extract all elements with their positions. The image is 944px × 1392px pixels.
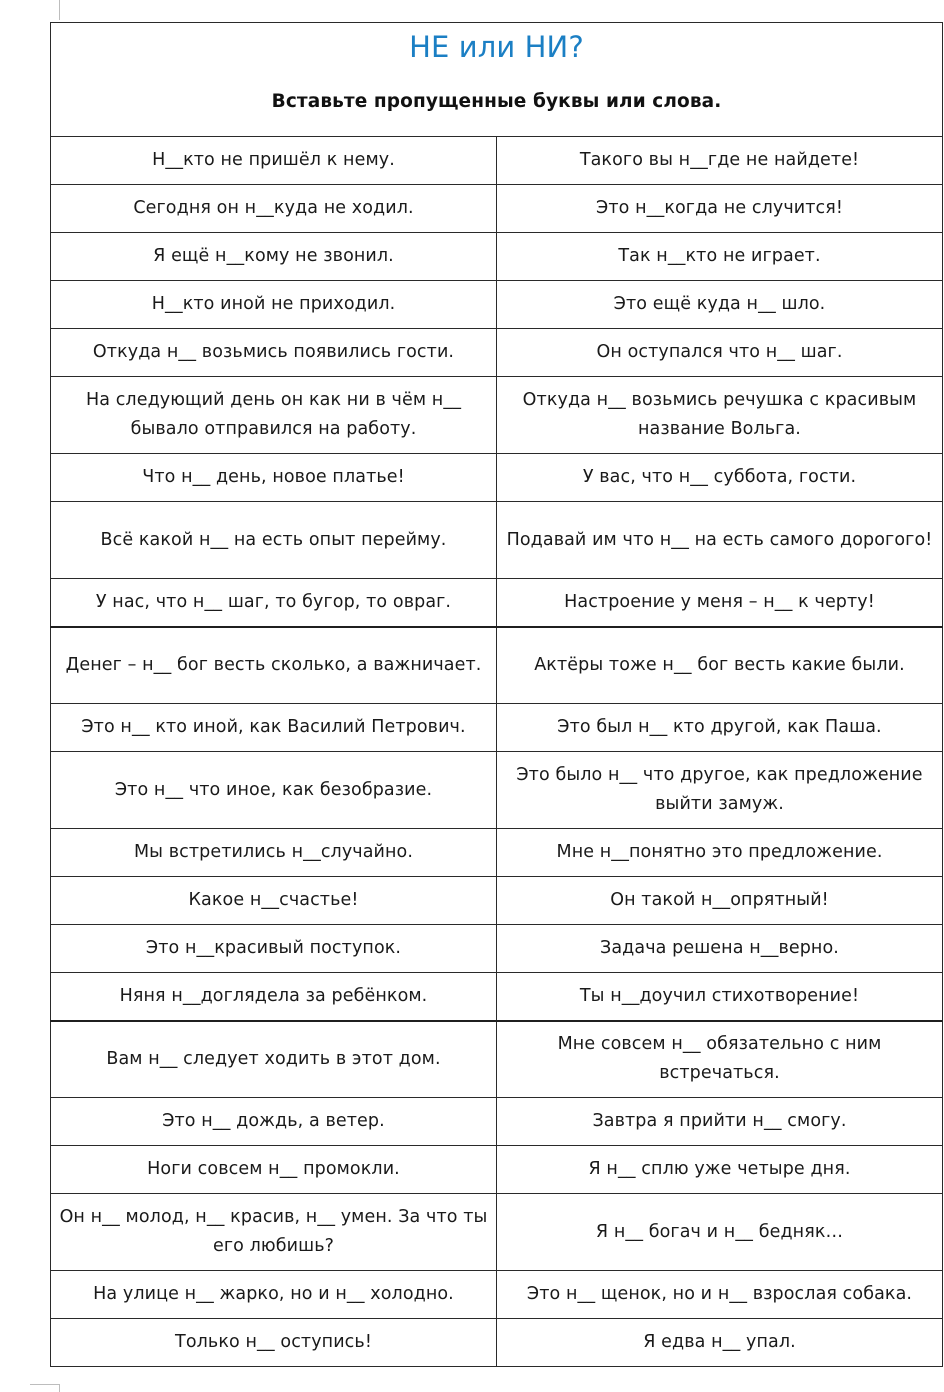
exercise-row — [51, 233, 943, 281]
exercise-cell-right: Это н__когда не случится! — [497, 185, 943, 233]
exercise-cell-left: Вам н__ следует ходить в этот дом. — [51, 1021, 497, 1098]
exercise-cell-right: Так н__кто не играет. — [497, 233, 943, 281]
exercise-cell-left: Н__кто иной не приходил. — [51, 281, 497, 329]
exercise-row — [51, 1271, 943, 1319]
exercise-cell-right: Я н__ богач и н__ бедняк… — [497, 1194, 943, 1271]
exercise-cell-right: Ты н__доучил стихотворение! — [497, 973, 943, 1021]
exercise-cell-right: Это н__ щенок, но и н__ взрослая собака. — [497, 1271, 943, 1319]
exercise-cell-left: Откуда н__ возьмись появились гости. — [51, 329, 497, 377]
worksheet-title: НЕ или НИ? — [409, 30, 584, 64]
exercise-row — [51, 1194, 943, 1271]
exercise-cell-left: Я ещё н__кому не звонил. — [51, 233, 497, 281]
exercise-cell-left: Н__кто не пришёл к нему. — [51, 137, 497, 185]
exercise-cell-left: Какое н__счастье! — [51, 877, 497, 925]
exercise-cell-left: Это н__красивый поступок. — [51, 925, 497, 973]
header-row — [51, 23, 943, 137]
exercise-row — [51, 502, 943, 579]
crop-mark-top — [59, 0, 60, 20]
header-cell — [51, 23, 943, 137]
exercise-cell-left: На следующий день он как ни в чём н__ бывало отправился на работу. — [51, 377, 497, 454]
exercise-cell-right: Он такой н__опрятный! — [497, 877, 943, 925]
exercise-cell-right: Мне н__понятно это предложение. — [497, 829, 943, 877]
exercise-row — [51, 704, 943, 752]
exercise-row — [51, 329, 943, 377]
crop-mark-bottom-left — [30, 1384, 60, 1385]
exercise-row — [51, 925, 943, 973]
exercise-cell-left: Это н__ дождь, а ветер. — [51, 1098, 497, 1146]
exercise-cell-left: Сегодня он н__куда не ходил. — [51, 185, 497, 233]
exercise-row — [51, 185, 943, 233]
exercise-row — [51, 752, 943, 829]
exercise-cell-left: Что н__ день, новое платье! — [51, 454, 497, 502]
exercise-cell-right: Завтра я прийти н__ смогу. — [497, 1098, 943, 1146]
exercise-cell-right: Я едва н__ упал. — [497, 1319, 943, 1367]
exercise-row — [51, 377, 943, 454]
exercise-cell-left: Это н__ что иное, как безобразие. — [51, 752, 497, 829]
exercise-cell-left: Няня н__доглядела за ребёнком. — [51, 973, 497, 1021]
worksheet-table — [50, 22, 943, 1367]
exercise-row — [51, 627, 943, 704]
exercise-cell-right: Мне совсем н__ обязательно с ним встречаться. — [497, 1021, 943, 1098]
exercise-cell-left: Денег – н__ бог весть сколько, а важничает. — [51, 627, 497, 704]
exercise-row — [51, 829, 943, 877]
worksheet-instructions: Вставьте пропущенные буквы или слова. — [271, 91, 722, 112]
exercise-row — [51, 1021, 943, 1098]
exercise-row — [51, 281, 943, 329]
exercise-cell-right: Я н__ сплю уже четыре дня. — [497, 1146, 943, 1194]
exercise-cell-left: Он н__ молод, н__ красив, н__ умен. За что ты его любишь? — [51, 1194, 497, 1271]
exercise-cell-right: Это ещё куда н__ шло. — [497, 281, 943, 329]
exercise-cell-right: Это было н__ что другое, как предложение выйти замуж. — [497, 752, 943, 829]
exercise-cell-right: Задача решена н__верно. — [497, 925, 943, 973]
exercise-cell-right: Такого вы н__где не найдете! — [497, 137, 943, 185]
exercise-cell-left: Только н__ оступись! — [51, 1319, 497, 1367]
exercise-cell-right: Актёры тоже н__ бог весть какие были. — [497, 627, 943, 704]
exercise-row — [51, 877, 943, 925]
exercise-cell-right: У вас, что н__ суббота, гости. — [497, 454, 943, 502]
exercise-cell-left: Ноги совсем н__ промокли. — [51, 1146, 497, 1194]
exercise-row — [51, 137, 943, 185]
exercise-cell-left: Всё какой н__ на есть опыт перейму. — [51, 502, 497, 579]
exercise-cell-left: Мы встретились н__случайно. — [51, 829, 497, 877]
exercise-row — [51, 1098, 943, 1146]
exercise-cell-right: Это был н__ кто другой, как Паша. — [497, 704, 943, 752]
exercise-cell-right: Настроение у меня – н__ к черту! — [497, 579, 943, 627]
exercise-row — [51, 579, 943, 627]
exercise-row — [51, 1146, 943, 1194]
exercise-row — [51, 1319, 943, 1367]
exercise-cell-right: Он оступался что н__ шаг. — [497, 329, 943, 377]
exercise-cell-left: У нас, что н__ шаг, то бугор, то овраг. — [51, 579, 497, 627]
exercise-cell-left: На улице н__ жарко, но и н__ холодно. — [51, 1271, 497, 1319]
exercise-cell-left: Это н__ кто иной, как Василий Петрович. — [51, 704, 497, 752]
crop-mark-bottom-vertical — [59, 1384, 60, 1392]
exercise-row — [51, 454, 943, 502]
exercise-row — [51, 973, 943, 1021]
exercise-cell-right: Откуда н__ возьмись речушка с красивым название Вольга. — [497, 377, 943, 454]
exercise-cell-right: Подавай им что н__ на есть самого дорогого! — [497, 502, 943, 579]
